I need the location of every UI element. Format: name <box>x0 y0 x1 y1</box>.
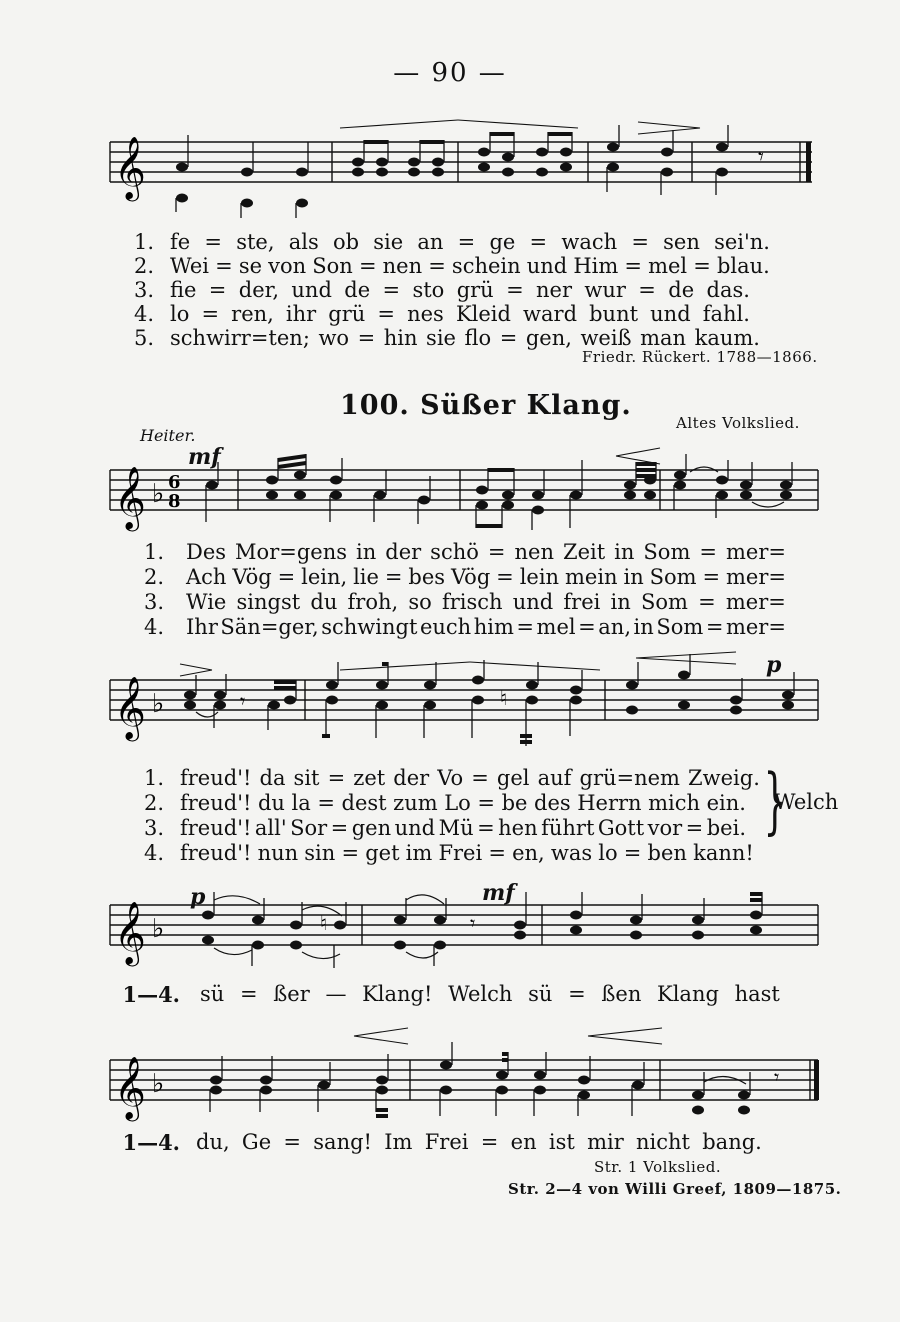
lyric: Herrn <box>577 791 642 815</box>
lyric: sto <box>412 278 445 302</box>
lyric: nun <box>257 841 299 865</box>
lyric: ßen <box>601 982 642 1006</box>
svg-text:𝄞: 𝄞 <box>114 466 146 529</box>
lyric: = <box>317 791 335 815</box>
lyric: Som <box>656 615 704 639</box>
lyric: der <box>393 766 430 790</box>
lyric: mer= <box>725 590 786 614</box>
lyric: sie <box>373 230 404 254</box>
lyric: der, <box>238 278 280 302</box>
lyric: lein <box>519 565 560 589</box>
lyric: hin <box>383 326 418 350</box>
verse-line <box>180 841 754 865</box>
lyric: dest <box>341 791 387 815</box>
lyric: mel <box>536 615 576 639</box>
lyric: lo <box>170 302 190 326</box>
lyric: = <box>283 1130 301 1154</box>
lyric: = <box>215 254 233 278</box>
lyric: der <box>385 540 422 564</box>
author-credit: Friedr. Rückert. 1788—1866. <box>582 348 818 366</box>
lyric: sei'n. <box>714 230 770 254</box>
lyric: Son <box>312 254 353 278</box>
verse-line <box>170 230 770 254</box>
lyric: = <box>382 278 401 302</box>
lyric: kaum. <box>694 326 760 350</box>
svg-text:𝄾: 𝄾 <box>240 689 246 713</box>
lyric: Som <box>640 590 688 614</box>
lyric: nen <box>382 254 423 278</box>
verse-number: 5. <box>133 326 154 350</box>
bracket-word: Welch <box>774 790 839 814</box>
lyric: him <box>473 615 514 639</box>
lyric: nicht <box>636 1130 690 1154</box>
lyric: Zeit <box>562 540 606 564</box>
verse-number: 4. <box>133 302 154 326</box>
lyric: nes <box>407 302 444 326</box>
verse-number: 1—4. <box>122 1130 180 1155</box>
lyric: = <box>208 278 227 302</box>
lyric: = <box>488 841 506 865</box>
lyric: zum <box>393 791 438 815</box>
lyric: was <box>550 841 593 865</box>
lyric: = <box>506 278 524 302</box>
lyric: man <box>640 326 687 350</box>
lyric: Him <box>573 254 619 278</box>
verse-number: 1. <box>143 540 164 564</box>
lyric: Mor=gens <box>235 540 347 564</box>
verse-line <box>180 791 746 815</box>
verse-line <box>186 590 786 614</box>
svg-text:♮: ♮ <box>500 686 508 710</box>
lyric: = <box>487 540 506 564</box>
lyric: ner <box>536 278 573 302</box>
lyric: lo <box>598 841 618 865</box>
lyric: vor <box>647 816 683 840</box>
lyric: — <box>325 982 347 1006</box>
lyric: freud'! <box>180 816 252 840</box>
svg-text:♭: ♭ <box>152 689 165 719</box>
svg-text:♮: ♮ <box>320 911 328 935</box>
lyric: = <box>330 816 349 840</box>
svg-text:♭: ♭ <box>152 479 165 509</box>
verse-line <box>200 982 780 1006</box>
lyric: = <box>693 254 711 278</box>
verse-number: 4. <box>143 615 164 639</box>
svg-text:𝄾: 𝄾 <box>470 911 476 935</box>
lyric: = <box>638 278 656 302</box>
lyric: du <box>310 590 338 614</box>
lyric: bes <box>408 565 446 589</box>
lyric: Im <box>384 1130 413 1154</box>
credit-line: Str. 2—4 von Willi Greef, 1809—1875. <box>508 1180 842 1198</box>
lyric: mir <box>587 1130 624 1154</box>
lyric: und <box>526 254 568 278</box>
lyric: in <box>610 590 631 614</box>
lyric: bang. <box>702 1130 762 1154</box>
lyric: ihr <box>285 302 317 326</box>
verse-line <box>186 615 786 639</box>
lyric: fie <box>170 278 197 302</box>
lyric: du <box>257 791 285 815</box>
lyric: = <box>477 816 495 840</box>
verse-number: 2. <box>143 791 164 815</box>
lyric: Mü <box>438 816 474 840</box>
dynamic-mark: mf <box>482 880 515 906</box>
verse-line <box>186 565 786 589</box>
lyric: freud'! <box>180 766 252 790</box>
lyric: = <box>516 615 535 639</box>
lyric: schwirr=ten; <box>170 326 310 350</box>
lyric: frei <box>563 590 601 614</box>
page-number: — 90 — <box>393 58 507 88</box>
verse-line <box>170 302 750 326</box>
lyric: kann! <box>693 841 754 865</box>
lyric: Frei <box>424 1130 469 1154</box>
lyric: = <box>705 615 724 639</box>
verse-number: 1. <box>133 230 154 254</box>
lyric: im <box>405 841 433 865</box>
lyric: wur <box>584 278 626 302</box>
svg-text:𝄾: 𝄾 <box>774 1065 780 1089</box>
lyric: Ge <box>241 1130 272 1154</box>
lyric: Vög <box>232 565 272 589</box>
lyric: gen <box>351 816 392 840</box>
lyric: fe <box>170 230 191 254</box>
lyric: = <box>499 326 518 350</box>
svg-text:𝄾: 𝄾 <box>758 145 764 170</box>
lyric: frisch <box>441 590 503 614</box>
lyric: get <box>365 841 400 865</box>
lyric: zet <box>353 766 386 790</box>
lyric: Ihr <box>186 615 218 639</box>
lyric: freud'! <box>180 791 252 815</box>
lyric: flo <box>464 326 492 350</box>
music-staff-1 <box>100 440 825 540</box>
lyric: und <box>512 590 554 614</box>
verse-number: 4. <box>143 841 164 865</box>
lyric: schein <box>451 254 521 278</box>
lyric: sü <box>528 982 553 1006</box>
lyric: Gott <box>597 816 645 840</box>
lyric: = <box>685 816 704 840</box>
lyric: auf <box>537 766 572 790</box>
lyric: gel <box>496 766 530 790</box>
lyric: = <box>204 230 223 254</box>
lyric: Des <box>186 540 227 564</box>
dynamic-mark: p <box>766 652 782 678</box>
lyric: hast <box>734 982 780 1006</box>
lyric: gen, <box>525 326 572 350</box>
verse-number: 1—4. <box>122 982 180 1007</box>
verse-brace: } <box>763 758 787 842</box>
lyric: la <box>291 791 311 815</box>
lyric: in <box>614 540 635 564</box>
tempo-marking: Heiter. <box>140 426 196 445</box>
lyric: = <box>623 841 642 865</box>
lyric: froh, <box>347 590 399 614</box>
lyric: = <box>384 565 403 589</box>
lyric: schö <box>430 540 479 564</box>
lyric: Zweig. <box>688 766 760 790</box>
verse-line <box>180 816 746 840</box>
svg-text:6: 6 <box>168 472 181 493</box>
lyric: = <box>699 540 717 564</box>
lyric: weiß <box>580 326 632 350</box>
verse-line <box>196 1130 762 1154</box>
lyric: = <box>327 766 346 790</box>
lyric: = <box>568 982 586 1006</box>
lyric: = <box>428 254 446 278</box>
lyric: mich <box>648 791 701 815</box>
lyric: all' <box>254 816 287 840</box>
verse-line <box>186 540 786 564</box>
svg-text:♭: ♭ <box>152 1069 165 1099</box>
lyric: Som <box>649 565 697 589</box>
lyric: = <box>201 302 220 326</box>
music-staff-song99 <box>100 100 820 225</box>
verse-number: 3. <box>143 590 164 614</box>
lyric: = <box>358 254 377 278</box>
verse-number: 3. <box>143 816 164 840</box>
verse-number: 2. <box>143 565 164 589</box>
lyric: ward <box>523 302 578 326</box>
verse-line <box>180 766 760 790</box>
music-staff-2 <box>100 650 825 760</box>
lyric: sen <box>663 230 700 254</box>
verse-number: 1. <box>143 766 164 790</box>
dynamic-mark: p <box>190 884 206 910</box>
lyric: = <box>377 302 396 326</box>
lyric: Sor <box>290 816 328 840</box>
lyric: ßer <box>273 982 310 1006</box>
svg-text:𝄞: 𝄞 <box>114 676 146 739</box>
lyric: hen <box>498 816 538 840</box>
lyric: = <box>496 565 514 589</box>
lyric: sü <box>200 982 225 1006</box>
lyric: Welch <box>448 982 513 1006</box>
lyric: des <box>534 791 571 815</box>
verse-line <box>170 326 760 350</box>
lyric: grü <box>456 278 494 302</box>
lyric: = <box>357 326 376 350</box>
song-title: 100. Süßer Klang. <box>340 390 632 421</box>
lyric: Som <box>643 540 691 564</box>
lyric: als <box>288 230 319 254</box>
svg-text:𝄞: 𝄞 <box>114 901 146 964</box>
lyric: nen <box>514 540 554 564</box>
credit-line: Str. 1 Volkslied. <box>594 1158 722 1176</box>
lyric: führt <box>541 816 595 840</box>
lyric: in <box>623 565 644 589</box>
lyric: = <box>457 230 476 254</box>
lyric: Klang <box>657 982 719 1006</box>
lyric: mer= <box>726 565 786 589</box>
lyric: = <box>698 590 716 614</box>
music-staff-4 <box>100 1020 825 1130</box>
lyric: ste, <box>236 230 275 254</box>
source-credit: Altes Volkslied. <box>676 414 800 432</box>
dynamic-mark: mf <box>188 444 221 470</box>
lyric: Sän=ger, <box>220 615 319 639</box>
lyric: ren, <box>231 302 274 326</box>
lyric: = <box>529 230 548 254</box>
lyric: Wie <box>186 590 227 614</box>
lyric: sit <box>293 766 320 790</box>
lyric: das. <box>706 278 750 302</box>
lyric: = <box>480 1130 499 1154</box>
lyric: wach <box>561 230 618 254</box>
lyric: wo <box>318 326 350 350</box>
lyric: singst <box>236 590 301 614</box>
lyric: en, <box>512 841 545 865</box>
lyric: lein, <box>301 565 348 589</box>
lyric: mein <box>564 565 618 589</box>
svg-text:𝄞: 𝄞 <box>114 136 146 199</box>
lyric: = <box>477 791 495 815</box>
lyric: an <box>417 230 444 254</box>
lyric: = <box>702 565 721 589</box>
lyric: in <box>633 615 654 639</box>
lyric: ein. <box>706 791 746 815</box>
lyric: grü=nem <box>579 766 680 790</box>
lyric: Vo <box>437 766 464 790</box>
lyric: = <box>624 254 642 278</box>
lyric: Klang! <box>362 982 433 1006</box>
lyric: de <box>344 278 371 302</box>
lyric: = <box>341 841 360 865</box>
lyric: = <box>277 565 296 589</box>
lyric: ob <box>332 230 360 254</box>
verse-line <box>170 278 750 302</box>
lyric: be <box>501 791 528 815</box>
lyric: Kleid <box>455 302 511 326</box>
lyric: bunt <box>589 302 639 326</box>
lyric: Frei <box>438 841 483 865</box>
lyric: und <box>650 302 691 326</box>
lyric: ben <box>647 841 687 865</box>
verse-number: 3. <box>133 278 154 302</box>
verse-number: 2. <box>133 254 154 278</box>
lyric: blau. <box>716 254 770 278</box>
lyric: von <box>268 254 307 278</box>
svg-text:♭: ♭ <box>152 914 165 944</box>
svg-text:8: 8 <box>168 491 181 512</box>
lyric: Lo <box>444 791 471 815</box>
lyric: da <box>259 766 286 790</box>
verse-line <box>170 254 770 278</box>
lyric: schwingt <box>321 615 418 639</box>
lyric: = <box>631 230 649 254</box>
lyric: du, <box>196 1130 230 1154</box>
lyric: und <box>291 278 332 302</box>
svg-text:𝄞: 𝄞 <box>114 1056 146 1119</box>
lyric: en <box>510 1130 537 1154</box>
lyric: grü <box>328 302 366 326</box>
lyric: so <box>408 590 432 614</box>
lyric: in <box>356 540 377 564</box>
lyric: lie <box>353 565 379 589</box>
lyric: mer= <box>725 615 786 639</box>
lyric: mel <box>648 254 688 278</box>
lyric: fahl. <box>702 302 750 326</box>
lyric: an, <box>598 615 632 639</box>
lyric: Ach <box>186 565 227 589</box>
lyric: Vög <box>450 565 491 589</box>
lyric: se <box>238 254 263 278</box>
lyric: = <box>239 982 258 1006</box>
lyric: und <box>394 816 436 840</box>
lyric: Wei <box>170 254 210 278</box>
lyric: sie <box>426 326 456 350</box>
lyric: ge <box>489 230 516 254</box>
lyric: bei. <box>706 816 746 840</box>
lyric: sin <box>304 841 336 865</box>
lyric: = <box>578 615 596 639</box>
lyric: mer= <box>725 540 786 564</box>
lyric: euch <box>419 615 472 639</box>
lyric: sang! <box>313 1130 372 1154</box>
music-staff-3 <box>100 880 825 980</box>
lyric: = <box>471 766 489 790</box>
lyric: ist <box>548 1130 575 1154</box>
lyric: de <box>668 278 695 302</box>
lyric: freud'! <box>180 841 252 865</box>
